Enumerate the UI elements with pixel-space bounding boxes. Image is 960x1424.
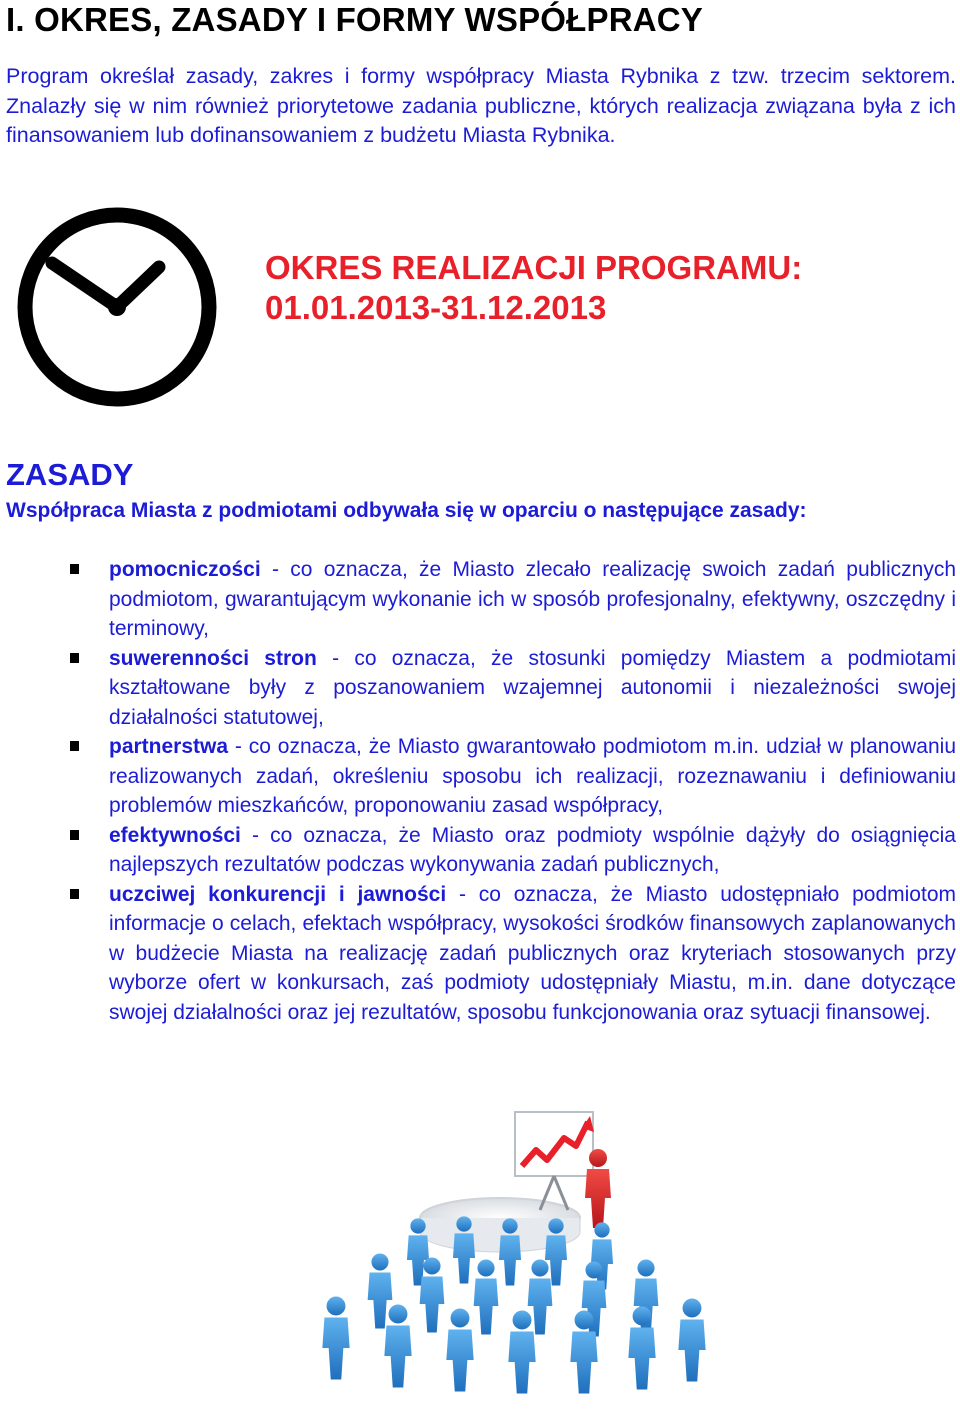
bullet-icon [70,564,79,574]
bullet-icon [70,889,79,899]
rule-text: - co oznacza, że Miasto gwarantowało podmiotom m.in. udział w planowaniu realizowanych zadań, określeniu sposobu ich realizacji, rozeznawaniu i definiowaniu problemów mieszkańców, proponowaniu zasad współpracy, [109,735,956,817]
growth-illustration [250,1110,710,1410]
rule-text: - co oznacza, że Miasto oraz podmioty wspólnie dążyły do osiągnięcia najlepszych rezultatów podczas wykonywania zadań publicznych, [109,823,956,876]
rule-term: partnerstwa [109,735,229,758]
section-title: ZASADY [6,457,134,492]
bullet-icon [70,741,79,751]
clock-icon [16,206,218,408]
rules-list [0,555,960,1027]
rule-item [0,555,960,644]
rule-term: uczciwej konkurencji i jawności [109,882,447,906]
rule-item [0,821,960,880]
rule-item [0,880,960,1028]
bullet-icon [70,830,79,840]
rule-item [0,732,960,821]
rule-term: pomocniczości [109,558,261,581]
section-lead: Współpraca Miasta z podmiotami odbywała się w oparciu o następujące zasady: [6,499,807,522]
rule-text: - co oznacza, że Miasto zlecało realizację swoich zadań publicznych podmiotom, gwarantującym wykonanie ich w sposób profesjonalny, efektywny, oszczędny i terminowy, [109,558,956,640]
intro-paragraph: Program określał zasady, zakres i formy współpracy Miasta Rybnika z tzw. trzecim sektorem. Znalazły się w nim również priorytetowe zadania publiczne, których realizacja związana była z ich finansowaniem lub dofinansowaniem z budżetu Miasta Rybnika. [6,64,956,147]
page-heading: I. OKRES, ZASADY I FORMY WSPÓŁPRACY [6,1,704,38]
bullet-icon [70,653,79,663]
period-title: OKRES REALIZACJI PROGRAMU: [265,249,803,286]
rule-term: suwerenności stron [109,646,317,670]
rule-item [0,644,960,733]
period-dates: 01.01.2013-31.12.2013 [265,289,607,326]
rule-term: efektywności [109,823,241,847]
rule-text: - co oznacza, że stosunki pomiędzy Miastem a podmiotami kształtowane były z poszanowaniem wzajemnej autonomii i niezależności swojej działalności statutowej, [109,646,956,729]
rule-text: - co oznacza, że Miasto udostępniało podmiotom informacje o celach, efektach współpracy, wysokości środków finansowych zaplanowanych w budżecie Miasta na realizację zadań publicznych oraz kryteriach stosowanych przy wyborze ofert w konkursach, zaś podmioty udostępniały Miastu, m.in. dane dotyczące swojej działalności oraz jej rezultatów, sposobu funkcjonowania oraz sytuacji finansowej. [109,882,956,1024]
